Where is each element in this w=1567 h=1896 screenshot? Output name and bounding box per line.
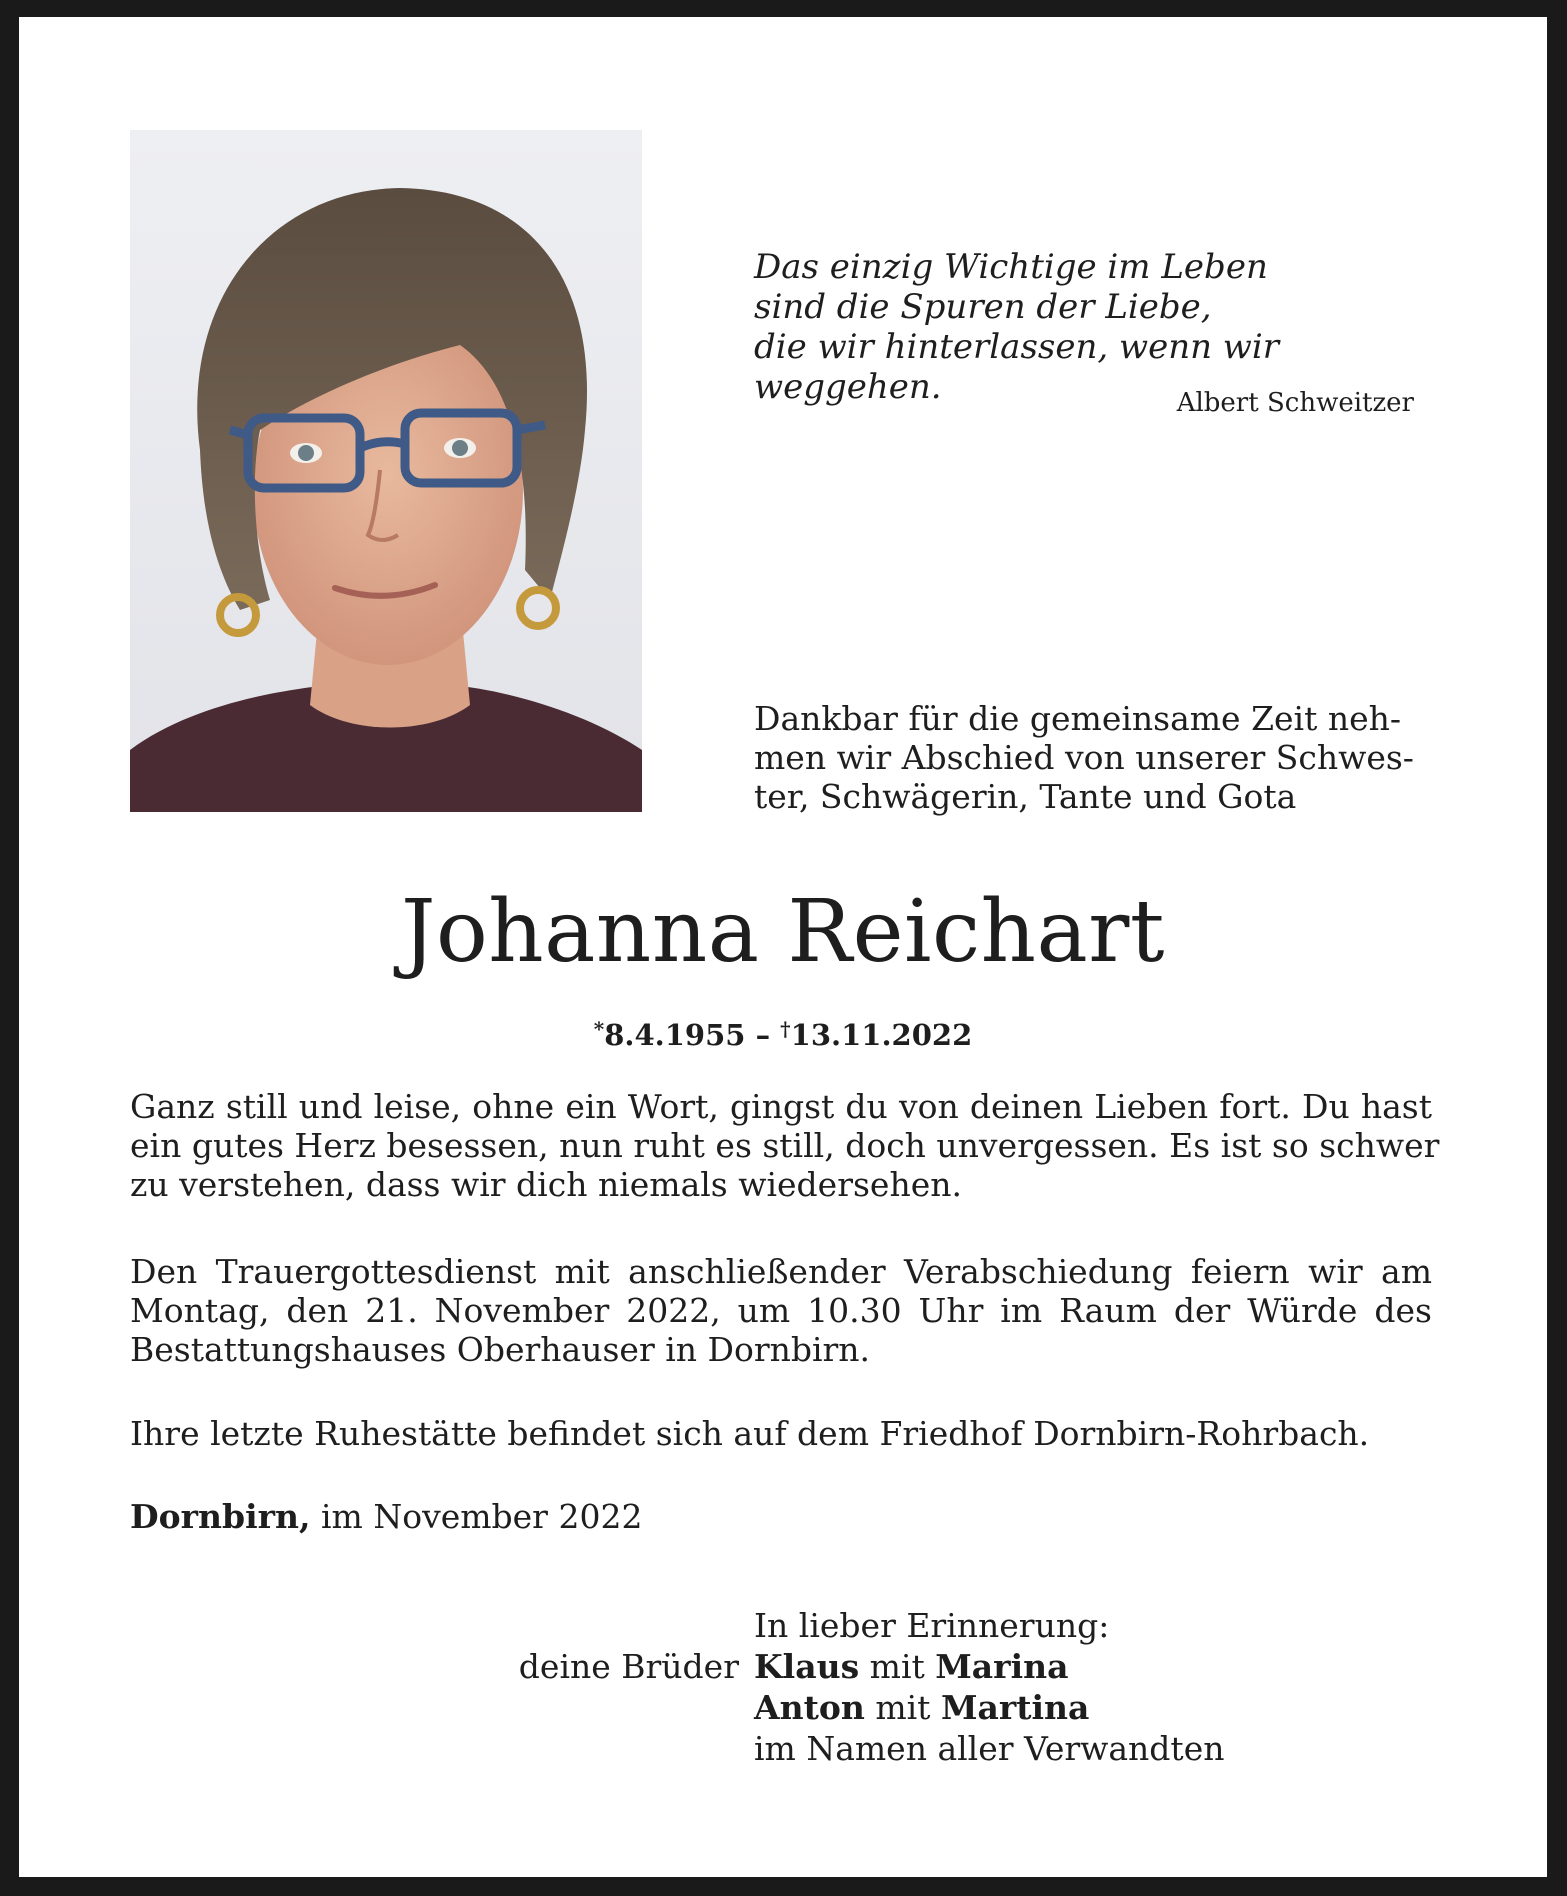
signature-block <box>754 1605 1224 1769</box>
deceased-name: Johanna Reichart <box>401 882 1165 982</box>
quote-line: die wir hinterlassen, wenn wir weggehen. <box>754 327 1280 407</box>
signatory-name: Marina <box>935 1647 1069 1686</box>
intro-line: ter, Schwägerin, Tante und Gota <box>754 777 1297 816</box>
paragraph-line: zu verstehen, dass wir dich niemals wiedersehen. <box>130 1165 962 1204</box>
death-date: 13.11.2022 <box>790 1018 973 1052</box>
obituary-card <box>19 17 1547 1877</box>
birth-symbol: * <box>593 1017 605 1041</box>
paragraph-burial <box>130 1414 1432 1453</box>
signature-prefix: deine Brüder <box>518 1647 739 1686</box>
paragraph-line: Ihre letzte Ruhestätte befindet sich auf dem Friedhof Dornbirn-Rohrbach. <box>130 1414 1370 1453</box>
place-month: im November 2022 <box>310 1497 643 1536</box>
paragraph-line: Ganz still und leise, ohne ein Wort, gingst du von deinen Lieben fort. Du hast <box>130 1087 1432 1126</box>
quote-author: Albert Schweitzer <box>1176 388 1414 418</box>
intro-line: men wir Abschied von unserer Schwes- <box>754 738 1414 777</box>
signatory-name: Klaus <box>754 1647 860 1686</box>
paragraph-line: Den Trauergottesdienst mit anschließender Verabschiedung feiern wir am <box>130 1252 1432 1291</box>
paragraph-line: Bestattungshauses Oberhauser in Dornbirn. <box>130 1330 871 1369</box>
signature-line-1 <box>754 1646 1224 1687</box>
birth-date: 8.4.1955 <box>604 1018 746 1052</box>
place-city: Dornbirn, <box>130 1497 311 1536</box>
signature-heading: In lieber Erinnerung: <box>754 1606 1110 1645</box>
signature-line-2 <box>754 1687 1224 1728</box>
paragraph-line: ein gutes Herz besessen, nun ruht es still, doch unvergessen. Es ist so schwer <box>130 1126 1440 1165</box>
paragraph-poem <box>130 1087 1440 1204</box>
life-dates <box>19 1009 1547 1055</box>
signatory-name: Martina <box>940 1688 1090 1727</box>
quote <box>754 247 1454 407</box>
signature-closing: im Namen aller Verwandten <box>754 1729 1225 1768</box>
paragraph-service <box>130 1252 1432 1369</box>
quote-line: Das einzig Wichtige im Leben <box>754 247 1268 287</box>
place-date <box>130 1497 642 1536</box>
signatory-name: Anton <box>754 1688 865 1727</box>
intro-line: Dankbar für die gemeinsame Zeit neh- <box>754 699 1402 738</box>
portrait-photo <box>130 130 642 812</box>
signatory-connector: mit <box>864 1688 941 1727</box>
paragraph-line: Montag, den 21. November 2022, um 10.30 Uhr im Raum der Würde des <box>130 1291 1432 1330</box>
signatory-connector: mit <box>859 1647 936 1686</box>
intro-text <box>754 699 1454 816</box>
date-separator: – <box>745 1018 781 1052</box>
death-symbol: † <box>780 1017 791 1041</box>
quote-line: sind die Spuren der Liebe, <box>754 287 1212 327</box>
